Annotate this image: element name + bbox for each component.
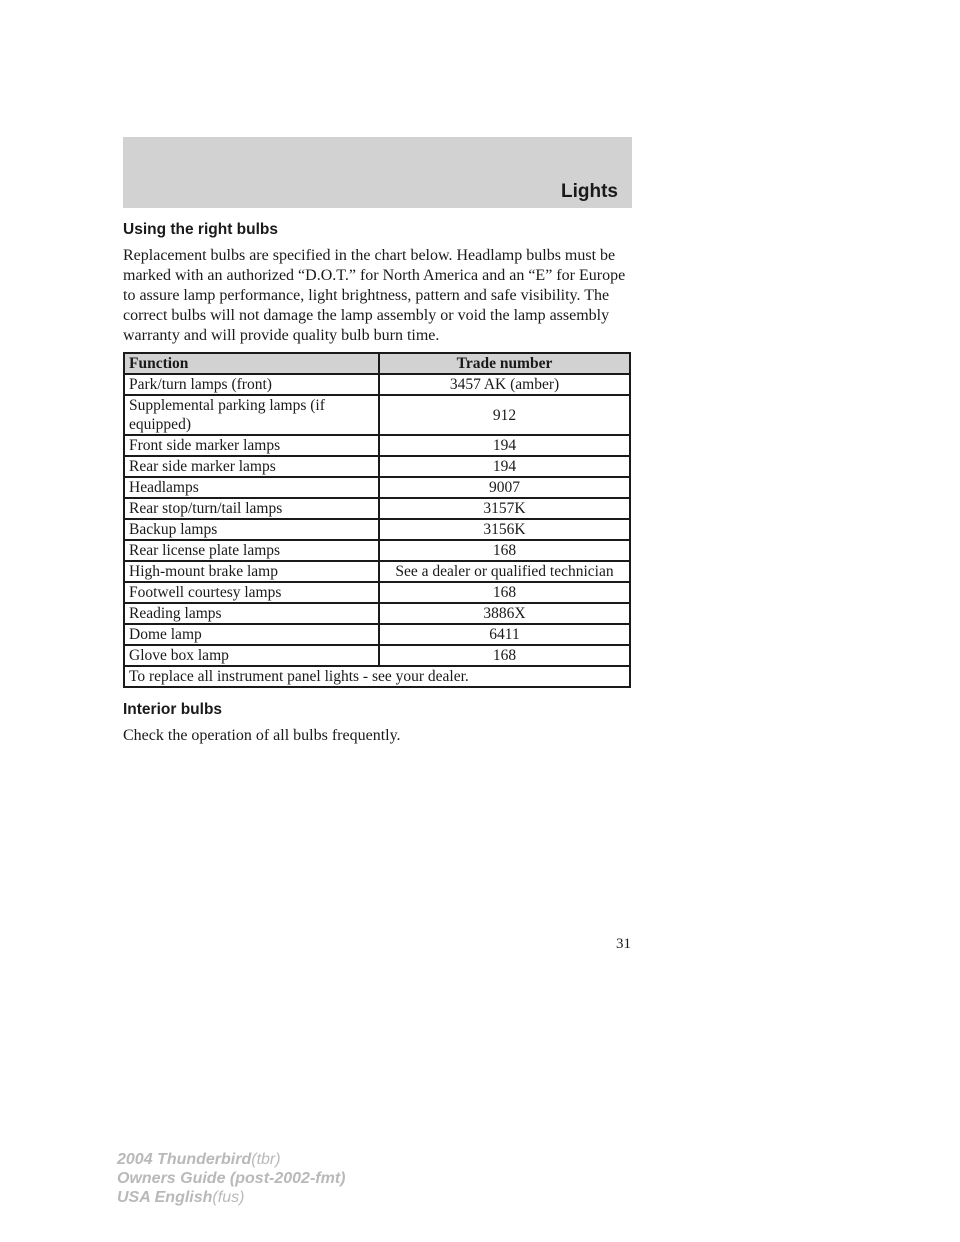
function-cell: Rear license plate lamps <box>124 540 379 561</box>
table-row <box>124 395 630 435</box>
trade-number-cell: 168 <box>379 645 630 666</box>
function-cell: Rear side marker lamps <box>124 456 379 477</box>
table-row <box>124 624 630 645</box>
section-heading-right-bulbs: Using the right bulbs <box>123 221 278 238</box>
table-row <box>124 540 630 561</box>
function-cell: Front side marker lamps <box>124 435 379 456</box>
trade-number-cell: 3156K <box>379 519 630 540</box>
table-header-row <box>124 353 630 374</box>
section-heading-interior-bulbs: Interior bulbs <box>123 701 223 718</box>
column-header-function: Function <box>124 353 379 374</box>
footer-language-code: (fus) <box>212 1189 245 1206</box>
table-row <box>124 561 630 582</box>
column-header-trade-number: Trade number <box>379 353 630 374</box>
trade-number-cell: 3886X <box>379 603 630 624</box>
trade-number-cell: 9007 <box>379 477 630 498</box>
footer-language-name: USA English <box>117 1189 213 1206</box>
table-row <box>124 498 630 519</box>
trade-number-cell: 3457 AK (amber) <box>379 374 630 395</box>
document-footer <box>117 1150 345 1207</box>
trade-number-cell: 912 <box>379 395 630 435</box>
function-cell: Footwell courtesy lamps <box>124 582 379 603</box>
page-number: 31 <box>616 936 631 952</box>
section-paragraph-interior-bulbs: Check the operation of all bulbs frequently. <box>123 727 401 744</box>
function-cell: Glove box lamp <box>124 645 379 666</box>
table-row <box>124 374 630 395</box>
footer-model-code: (tbr) <box>251 1151 281 1168</box>
trade-number-cell: 3157K <box>379 498 630 519</box>
table-row <box>124 477 630 498</box>
page-content <box>123 220 633 752</box>
footer-line-model <box>117 1150 345 1169</box>
function-cell: Supplemental parking lamps (if equipped) <box>124 395 379 435</box>
trade-number-cell: 168 <box>379 540 630 561</box>
function-cell: Headlamps <box>124 477 379 498</box>
function-cell: High-mount brake lamp <box>124 561 379 582</box>
trade-number-cell: 194 <box>379 435 630 456</box>
function-cell: Reading lamps <box>124 603 379 624</box>
table-footer-row <box>124 666 630 687</box>
section-paragraph-right-bulbs: Replacement bulbs are specified in the chart below. Headlamp bulbs must be marked with an authorized “D.O.T.” for North America and an “E” for Europe to assure lamp performance, light brightness, pattern and safe visibility. The correct bulbs will not damage the lamp assembly or void the lamp assembly warranty and will provide quality bulb burn time. <box>123 247 626 344</box>
table-row <box>124 645 630 666</box>
footer-model-name: 2004 Thunderbird <box>117 1151 252 1168</box>
table-row <box>124 456 630 477</box>
trade-number-cell: 168 <box>379 582 630 603</box>
chapter-title: Lights <box>561 181 618 202</box>
trade-number-cell: 6411 <box>379 624 630 645</box>
function-cell: Rear stop/turn/tail lamps <box>124 498 379 519</box>
bulb-table <box>123 352 631 688</box>
footer-line-guide <box>117 1169 345 1188</box>
table-row <box>124 582 630 603</box>
table-row <box>124 603 630 624</box>
function-cell: Park/turn lamps (front) <box>124 374 379 395</box>
trade-number-cell: 194 <box>379 456 630 477</box>
function-cell: Backup lamps <box>124 519 379 540</box>
table-row <box>124 435 630 456</box>
table-row <box>124 519 630 540</box>
footer-guide-name: Owners Guide (post-2002-fmt) <box>117 1170 346 1187</box>
instrument-panel-note: To replace all instrument panel lights - see your dealer. <box>124 666 630 687</box>
footer-line-language <box>117 1188 345 1207</box>
chapter-header-band <box>123 137 632 208</box>
function-cell: Dome lamp <box>124 624 379 645</box>
trade-number-cell: See a dealer or qualified technician <box>379 561 630 582</box>
